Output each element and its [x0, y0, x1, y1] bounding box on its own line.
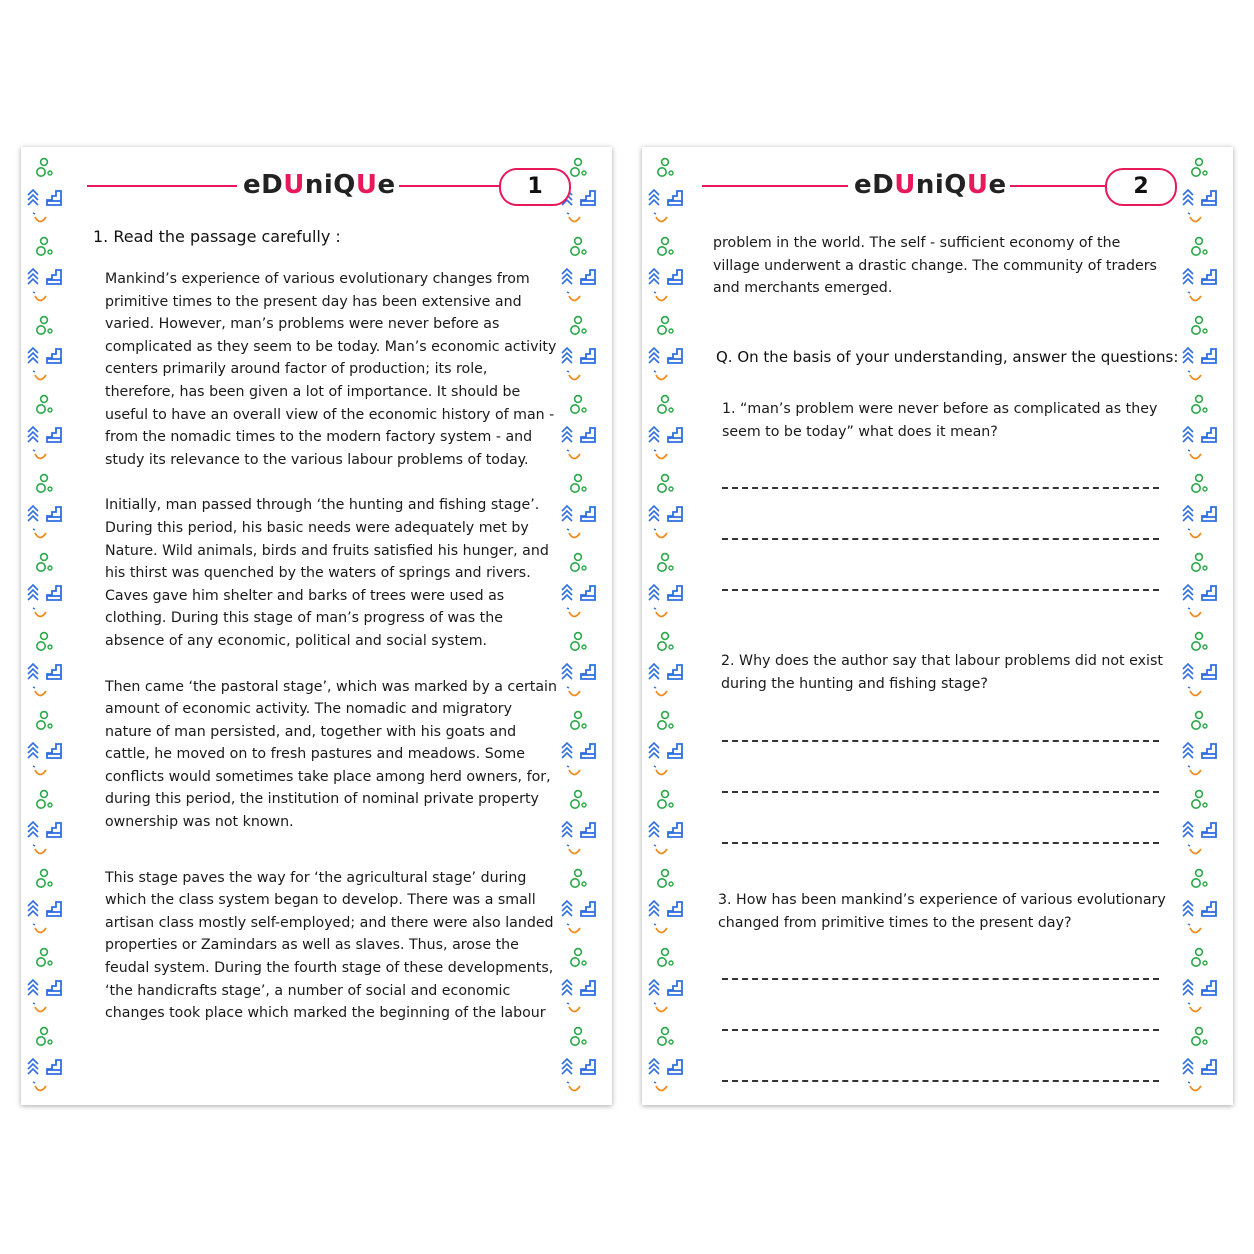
waves-icon — [1183, 190, 1193, 205]
stairs-icon — [581, 428, 595, 442]
smile-arc-icon — [1188, 766, 1201, 775]
border-motif — [648, 789, 684, 865]
bubbles-icon — [571, 870, 586, 888]
stairs-icon — [581, 1060, 595, 1074]
smile-arc-icon — [567, 845, 580, 854]
stairs-icon — [1202, 981, 1216, 995]
bubbles-icon — [37, 396, 52, 414]
waves-icon — [649, 427, 659, 442]
smile-arc-icon — [654, 1003, 667, 1012]
bubbles-icon — [658, 791, 673, 809]
waves-icon — [649, 743, 659, 758]
stairs-icon — [581, 270, 595, 284]
border-motif — [648, 710, 684, 786]
border-motif — [561, 394, 597, 470]
border-motif — [1182, 394, 1218, 470]
bubbles-icon — [658, 159, 673, 177]
border-motif — [561, 473, 597, 549]
waves-icon — [649, 506, 659, 521]
smile-arc-icon — [654, 529, 667, 538]
bubbles-icon — [571, 475, 586, 493]
bubbles-icon — [1192, 791, 1207, 809]
stairs-icon — [1202, 1060, 1216, 1074]
smile-arc-icon — [1188, 608, 1201, 617]
passage-continuation: problem in the world. The self - sufficient economy of the village underwent a drastic change. The community of traders and merchants emerged. — [713, 235, 1157, 297]
stairs-icon — [581, 586, 595, 600]
bubbles-icon — [1192, 475, 1207, 493]
border-motif — [1182, 789, 1218, 865]
waves-icon — [562, 743, 572, 758]
smile-arc-icon — [654, 766, 667, 775]
bubbles-icon — [37, 159, 52, 177]
passage-body — [105, 268, 557, 1025]
page-number-badge: 1 — [499, 168, 571, 206]
border-motif — [648, 394, 684, 470]
smile-arc-icon — [567, 1082, 580, 1091]
stairs-icon — [47, 191, 61, 205]
border-motif — [1182, 710, 1218, 786]
brand-letter: Q — [333, 170, 356, 200]
stairs-icon — [47, 665, 61, 679]
waves-icon — [562, 348, 572, 363]
waves-icon — [562, 585, 572, 600]
question-2: 2. Why does the author say that labour problems did not exist during the hunting and fishing stage? — [721, 653, 1163, 692]
stairs-icon — [668, 586, 682, 600]
brand-letter: U — [966, 170, 989, 200]
stairs-icon — [668, 902, 682, 916]
bubbles-icon — [571, 396, 586, 414]
bubbles-icon — [658, 238, 673, 256]
smile-arc-icon — [654, 687, 667, 696]
stairs-icon — [47, 744, 61, 758]
bubbles-icon — [571, 712, 586, 730]
smile-arc-icon — [567, 450, 580, 459]
stairs-icon — [581, 349, 595, 363]
border-motif — [648, 631, 684, 707]
waves-icon — [1183, 427, 1193, 442]
answer-line[interactable] — [722, 538, 1159, 540]
waves-icon — [649, 980, 659, 995]
bubbles-icon — [1192, 317, 1207, 335]
waves-icon — [649, 664, 659, 679]
smile-arc-icon — [33, 292, 46, 301]
waves-icon — [28, 427, 38, 442]
border-motif — [561, 789, 597, 865]
smile-arc-icon — [567, 529, 580, 538]
border-motif — [1182, 552, 1218, 628]
stairs-icon — [47, 1060, 61, 1074]
smile-arc-icon — [1188, 924, 1201, 933]
bubbles-icon — [571, 1028, 586, 1046]
smile-arc-icon — [33, 213, 46, 222]
border-motif — [27, 473, 63, 549]
smile-arc-icon — [33, 371, 46, 380]
bubbles-icon — [658, 1028, 673, 1046]
stairs-icon — [581, 191, 595, 205]
waves-icon — [1183, 664, 1193, 679]
waves-icon — [562, 506, 572, 521]
stairs-icon — [668, 507, 682, 521]
border-motif — [648, 157, 684, 233]
answer-line[interactable] — [722, 1029, 1159, 1031]
waves-icon — [562, 427, 572, 442]
passage-paragraph: This stage paves the way for ‘the agricultural stage’ during which the class system began to develop. There was a small artisan class mostly self-employed; and there were also landed properties or Zamindars as well as slaves. Thus, arose the feudal system. During the fourth stage of these developments, ‘the handicrafts stage’, a number of social and economic changes took place which marked the beginning of the labour — [105, 869, 554, 1022]
smile-arc-icon — [33, 1003, 46, 1012]
waves-icon — [1183, 506, 1193, 521]
smile-arc-icon — [567, 371, 580, 380]
border-motif — [27, 868, 63, 944]
bubbles-icon — [37, 712, 52, 730]
worksheet-page-1 — [21, 147, 612, 1105]
right-decorative-border — [1182, 157, 1218, 1097]
border-motif — [561, 315, 597, 391]
border-motif — [561, 1026, 597, 1102]
smile-arc-icon — [654, 450, 667, 459]
border-motif — [27, 315, 63, 391]
bubbles-icon — [37, 554, 52, 572]
smile-arc-icon — [567, 292, 580, 301]
bubbles-icon — [1192, 712, 1207, 730]
brand-letter: e — [854, 170, 873, 200]
stairs-icon — [47, 349, 61, 363]
border-motif — [561, 947, 597, 1023]
bubbles-icon — [658, 633, 673, 651]
brand-letter: D — [872, 170, 895, 200]
stairs-icon — [1202, 507, 1216, 521]
passage-paragraph: Then came ‘the pastoral stage’, which was marked by a certain amount of economic activity. The nomadic and migratory nature of man persisted, and, together with his goats and cattle, he moved on to fresh pastures and meadows. Some conflicts would sometimes take place among herd owners, for, during this period, the institution of nominal private property ownership was not known. — [105, 678, 557, 831]
stairs-icon — [1202, 191, 1216, 205]
border-motif — [27, 236, 63, 312]
bubbles-icon — [571, 554, 586, 572]
waves-icon — [562, 1059, 572, 1074]
stairs-icon — [47, 586, 61, 600]
smile-arc-icon — [567, 766, 580, 775]
border-motif — [1182, 1026, 1218, 1102]
smile-arc-icon — [567, 213, 580, 222]
bubbles-icon — [1192, 1028, 1207, 1046]
stairs-icon — [1202, 665, 1216, 679]
waves-icon — [1183, 901, 1193, 916]
border-motif — [561, 552, 597, 628]
waves-icon — [562, 980, 572, 995]
stairs-icon — [581, 823, 595, 837]
waves-icon — [649, 190, 659, 205]
bubbles-icon — [571, 949, 586, 967]
stairs-icon — [47, 270, 61, 284]
border-motif — [561, 236, 597, 312]
smile-arc-icon — [654, 608, 667, 617]
border-motif — [648, 315, 684, 391]
border-motif — [648, 473, 684, 549]
bubbles-icon — [1192, 633, 1207, 651]
smile-arc-icon — [567, 687, 580, 696]
question-3: 3. How has been mankind’s experience of various evolutionary changed from primitive times to the present day? — [718, 892, 1166, 931]
bubbles-icon — [571, 238, 586, 256]
smile-arc-icon — [33, 1082, 46, 1091]
bubbles-icon — [658, 396, 673, 414]
border-motif — [561, 631, 597, 707]
stairs-icon — [668, 349, 682, 363]
brand-letter: D — [261, 170, 284, 200]
border-motif — [648, 236, 684, 312]
border-motif — [648, 1026, 684, 1102]
waves-icon — [28, 822, 38, 837]
stairs-icon — [668, 665, 682, 679]
smile-arc-icon — [33, 924, 46, 933]
worksheet-page-2 — [642, 147, 1233, 1105]
passage-paragraph: Mankind’s experience of various evolutionary changes from primitive times to the present day has been extensive and varied. However, man’s problems were never before as complicated as they seem to be today. Man’s economic activity centers primarily around factor of production; its role, therefore, has been given a lot of importance. It should be useful to have an overall view of the economic history of man - from the nomadic times to the modern factory system - and study its relevance to the various labour problems of today. — [105, 271, 557, 468]
border-motif — [27, 394, 63, 470]
brand-letter: i — [934, 170, 945, 200]
waves-icon — [28, 664, 38, 679]
waves-icon — [28, 348, 38, 363]
border-motif — [561, 868, 597, 944]
bubbles-icon — [1192, 949, 1207, 967]
border-motif — [27, 710, 63, 786]
bubbles-icon — [37, 238, 52, 256]
bubbles-icon — [658, 712, 673, 730]
waves-icon — [28, 585, 38, 600]
answer-line[interactable] — [722, 740, 1159, 742]
answer-line[interactable] — [722, 487, 1159, 489]
smile-arc-icon — [1188, 1082, 1201, 1091]
smile-arc-icon — [567, 1003, 580, 1012]
answer-line[interactable] — [722, 791, 1159, 793]
smile-arc-icon — [1188, 1003, 1201, 1012]
waves-icon — [562, 664, 572, 679]
border-motif — [27, 631, 63, 707]
bubbles-icon — [1192, 396, 1207, 414]
border-motif — [648, 868, 684, 944]
smile-arc-icon — [654, 213, 667, 222]
smile-arc-icon — [567, 608, 580, 617]
stairs-icon — [668, 1060, 682, 1074]
bubbles-icon — [1192, 159, 1207, 177]
smile-arc-icon — [1188, 292, 1201, 301]
stairs-icon — [1202, 270, 1216, 284]
smile-arc-icon — [654, 845, 667, 854]
brand-letter: U — [355, 170, 378, 200]
stairs-icon — [1202, 902, 1216, 916]
waves-icon — [649, 901, 659, 916]
smile-arc-icon — [33, 450, 46, 459]
smile-arc-icon — [1188, 687, 1201, 696]
border-motif — [1182, 473, 1218, 549]
border-motif — [27, 1026, 63, 1102]
brand-letter: Q — [944, 170, 967, 200]
border-motif — [27, 552, 63, 628]
waves-icon — [649, 348, 659, 363]
waves-icon — [28, 901, 38, 916]
stairs-icon — [1202, 349, 1216, 363]
stairs-icon — [47, 507, 61, 521]
smile-arc-icon — [1188, 529, 1201, 538]
bubbles-icon — [37, 1028, 52, 1046]
stairs-icon — [668, 981, 682, 995]
stairs-icon — [1202, 428, 1216, 442]
answer-line[interactable] — [722, 978, 1159, 980]
right-decorative-border — [561, 157, 597, 1097]
answer-line[interactable] — [722, 589, 1159, 591]
waves-icon — [28, 1059, 38, 1074]
smile-arc-icon — [1188, 450, 1201, 459]
bubbles-icon — [658, 870, 673, 888]
brand-letter: n — [304, 170, 324, 200]
bubbles-icon — [37, 949, 52, 967]
bubbles-icon — [658, 317, 673, 335]
page-number-badge: 2 — [1105, 168, 1177, 206]
stairs-icon — [581, 981, 595, 995]
stairs-icon — [47, 902, 61, 916]
bubbles-icon — [37, 317, 52, 335]
waves-icon — [562, 822, 572, 837]
stairs-icon — [668, 428, 682, 442]
brand-letter: i — [323, 170, 334, 200]
waves-icon — [28, 743, 38, 758]
waves-icon — [562, 269, 572, 284]
stairs-icon — [1202, 586, 1216, 600]
border-motif — [1182, 631, 1218, 707]
smile-arc-icon — [33, 529, 46, 538]
border-motif — [648, 552, 684, 628]
question-1: 1. “man’s problem were never before as complicated as they seem to be today” what does it mean? — [722, 401, 1158, 440]
border-motif — [1182, 315, 1218, 391]
bubbles-icon — [1192, 238, 1207, 256]
bubbles-icon — [571, 633, 586, 651]
bubbles-icon — [571, 791, 586, 809]
smile-arc-icon — [1188, 213, 1201, 222]
smile-arc-icon — [654, 371, 667, 380]
smile-arc-icon — [33, 608, 46, 617]
waves-icon — [649, 269, 659, 284]
stairs-icon — [581, 744, 595, 758]
stairs-icon — [668, 744, 682, 758]
answer-line[interactable] — [722, 842, 1159, 844]
brand-logo — [848, 168, 1010, 202]
smile-arc-icon — [33, 845, 46, 854]
bubbles-icon — [37, 791, 52, 809]
bubbles-icon — [1192, 554, 1207, 572]
waves-icon — [1183, 822, 1193, 837]
brand-letter: e — [988, 170, 1007, 200]
border-motif — [1182, 236, 1218, 312]
bubbles-icon — [37, 475, 52, 493]
brand-letter: n — [915, 170, 935, 200]
border-motif — [648, 947, 684, 1023]
questions-instruction: Q. On the basis of your understanding, answer the questions: — [716, 348, 1179, 366]
border-motif — [27, 789, 63, 865]
stairs-icon — [1202, 744, 1216, 758]
bubbles-icon — [571, 159, 586, 177]
left-decorative-border — [648, 157, 684, 1097]
bubbles-icon — [37, 870, 52, 888]
smile-arc-icon — [1188, 371, 1201, 380]
smile-arc-icon — [654, 924, 667, 933]
brand-letter: U — [283, 170, 305, 200]
bubbles-icon — [658, 554, 673, 572]
waves-icon — [28, 190, 38, 205]
border-motif — [1182, 947, 1218, 1023]
smile-arc-icon — [654, 1082, 667, 1091]
bubbles-icon — [37, 633, 52, 651]
passage-heading: 1. Read the passage carefully : — [93, 227, 341, 246]
smile-arc-icon — [33, 687, 46, 696]
answer-line[interactable] — [722, 1080, 1159, 1082]
waves-icon — [649, 822, 659, 837]
waves-icon — [28, 980, 38, 995]
stairs-icon — [668, 823, 682, 837]
stairs-icon — [581, 665, 595, 679]
waves-icon — [1183, 743, 1193, 758]
brand-logo — [237, 168, 399, 202]
stairs-icon — [47, 823, 61, 837]
waves-icon — [649, 1059, 659, 1074]
border-motif — [561, 710, 597, 786]
stairs-icon — [668, 270, 682, 284]
brand-letter: e — [243, 170, 262, 200]
bubbles-icon — [658, 475, 673, 493]
waves-icon — [1183, 585, 1193, 600]
bubbles-icon — [571, 317, 586, 335]
waves-icon — [649, 585, 659, 600]
waves-icon — [28, 269, 38, 284]
bubbles-icon — [658, 949, 673, 967]
smile-arc-icon — [567, 924, 580, 933]
stairs-icon — [581, 507, 595, 521]
stairs-icon — [581, 902, 595, 916]
stairs-icon — [47, 981, 61, 995]
smile-arc-icon — [1188, 845, 1201, 854]
stairs-icon — [668, 191, 682, 205]
left-decorative-border — [27, 157, 63, 1097]
waves-icon — [1183, 980, 1193, 995]
brand-letter: U — [894, 170, 916, 200]
waves-icon — [562, 901, 572, 916]
waves-icon — [28, 506, 38, 521]
stairs-icon — [1202, 823, 1216, 837]
border-motif — [1182, 868, 1218, 944]
brand-letter: e — [377, 170, 396, 200]
bubbles-icon — [1192, 870, 1207, 888]
passage-paragraph: Initially, man passed through ‘the hunting and fishing stage’. During this period, his basic needs were adequately met by Nature. Wild animals, birds and fruits satisfied his hunger, and his thirst was quenched by the waters of springs and rivers. Caves gave him shelter and barks of trees were used as clothing. During this stage of man’s progress of was the absence of any economic, political and social system. — [105, 497, 549, 649]
border-motif — [1182, 157, 1218, 233]
stairs-icon — [47, 428, 61, 442]
smile-arc-icon — [654, 292, 667, 301]
waves-icon — [1183, 269, 1193, 284]
border-motif — [27, 157, 63, 233]
waves-icon — [1183, 1059, 1193, 1074]
smile-arc-icon — [33, 766, 46, 775]
border-motif — [27, 947, 63, 1023]
